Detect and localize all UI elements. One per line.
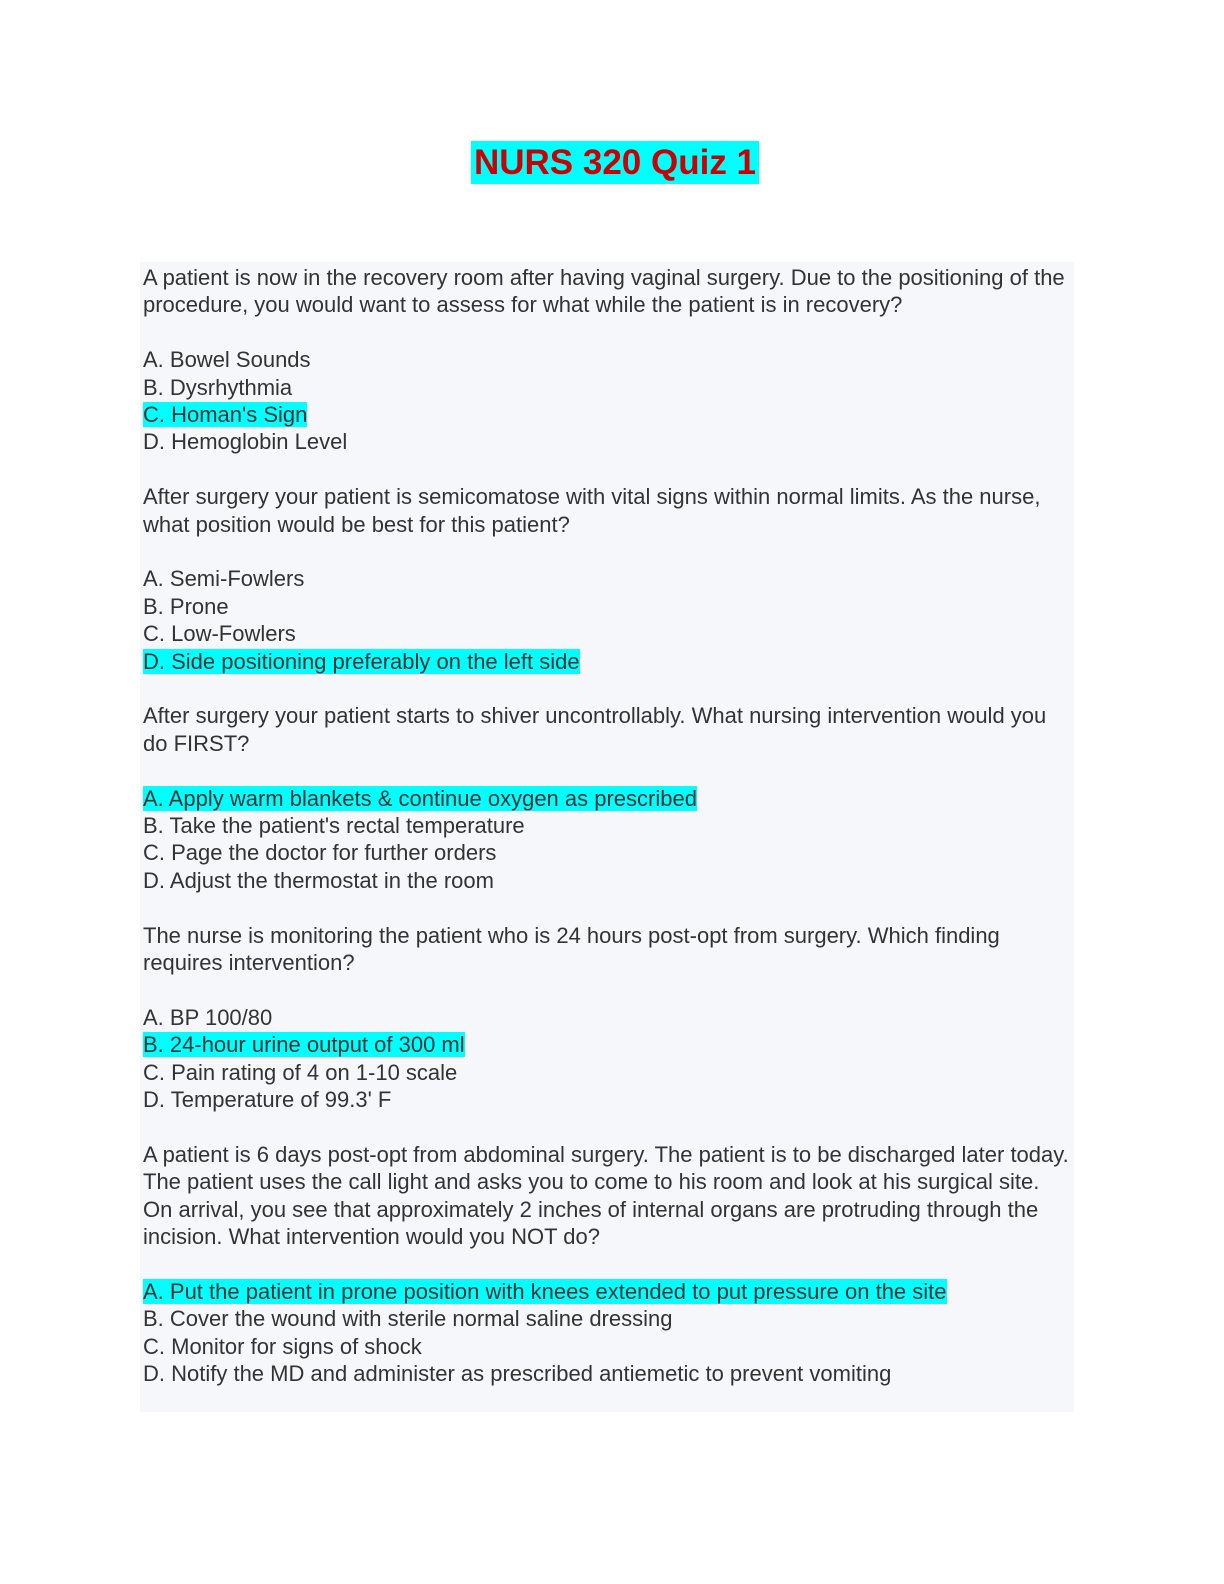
answer-option-b [143,374,1074,401]
answer-option-b [143,593,1074,620]
answer-option-label: A. Semi-Fowlers [143,566,305,592]
answer-option-c [143,620,1074,647]
question-block-5 [143,1141,1074,1388]
answer-option-label: C. Low-Fowlers [143,621,296,647]
answer-option-d [143,1360,1074,1387]
question-text: A patient is now in the recovery room after having vaginal surgery. Due to the positioning of the procedure, you would want to assess for what while the patient is in recovery? [143,265,1065,318]
answer-option-label-highlighted: A. Put the patient in prone position with knees extended to put pressure on the site [143,1278,947,1304]
answer-option-label-highlighted: B. 24-hour urine output of 300 ml [143,1032,465,1058]
answer-option-d [143,428,1074,455]
answer-option-label: A. Bowel Sounds [143,347,311,373]
answer-options [143,346,1074,456]
question-text: After surgery your patient starts to shiver uncontrollably. What nursing intervention would you do FIRST? [143,703,1047,756]
answer-options [143,565,1074,675]
answer-option-a [143,785,1074,812]
question-text: After surgery your patient is semicomatose with vital signs within normal limits. As the nurse, what position would be best for this patient? [143,484,1041,537]
answer-option-b [143,812,1074,839]
question-text: A patient is 6 days post-opt from abdominal surgery. The patient is to be discharged later today. The patient uses the call light and asks you to come to his room and look at his surgical site. On arrival, you see that approximately 2 inches of internal organs are protruding through the incision. What intervention would you NOT do? [143,1141,1069,1250]
answer-option-label: A. BP 100/80 [143,1004,273,1030]
question-text: The nurse is monitoring the patient who is 24 hours post-opt from surgery. Which finding requires intervention? [143,922,1000,976]
answer-option-label: D. Adjust the thermostat in the room [143,867,494,893]
answer-option-c [143,1333,1074,1360]
question-block-4 [143,922,1074,1114]
answer-option-label: C. Pain rating of 4 on 1-10 scale [143,1059,458,1085]
answer-option-label: C. Monitor for signs of shock [143,1333,422,1359]
answer-option-a [143,565,1074,592]
answer-option-a [143,1004,1074,1031]
answer-option-a [143,1278,1074,1305]
answer-option-b [143,1305,1074,1332]
quiz-content-panel [140,262,1074,1412]
answer-option-label: D. Hemoglobin Level [143,429,348,455]
answer-option-label: B. Prone [143,593,229,619]
page-title: NURS 320 Quiz 1 [471,141,759,184]
question-block-1 [143,264,1074,456]
answer-option-a [143,346,1074,373]
answer-option-label-highlighted: D. Side positioning preferably on the left side [143,648,580,674]
answer-option-c [143,839,1074,866]
answer-option-d [143,648,1074,675]
answer-option-c [143,401,1074,428]
answer-option-label: B. Take the patient's rectal temperature [143,813,525,839]
question-block-2 [143,483,1074,675]
answer-option-label: B. Dysrhythmia [143,374,293,400]
answer-option-label: C. Page the doctor for further orders [143,840,497,866]
answer-option-label: D. Notify the MD and administer as prescribed antiemetic to prevent vomiting [143,1361,892,1387]
answer-options [143,1004,1074,1114]
answer-option-d [143,867,1074,894]
answer-option-d [143,1086,1074,1113]
answer-option-label: B. Cover the wound with sterile normal saline dressing [143,1306,673,1332]
answer-options [143,1278,1074,1388]
answer-option-label-highlighted: A. Apply warm blankets & continue oxygen as prescribed [143,785,697,811]
answer-options [143,785,1074,895]
answer-option-c [143,1059,1074,1086]
answer-option-label-highlighted: C. Homan's Sign [143,402,308,428]
question-block-3 [143,702,1074,894]
answer-option-b [143,1031,1074,1058]
title-container [0,141,1224,184]
answer-option-label: D. Temperature of 99.3' F [143,1087,392,1113]
